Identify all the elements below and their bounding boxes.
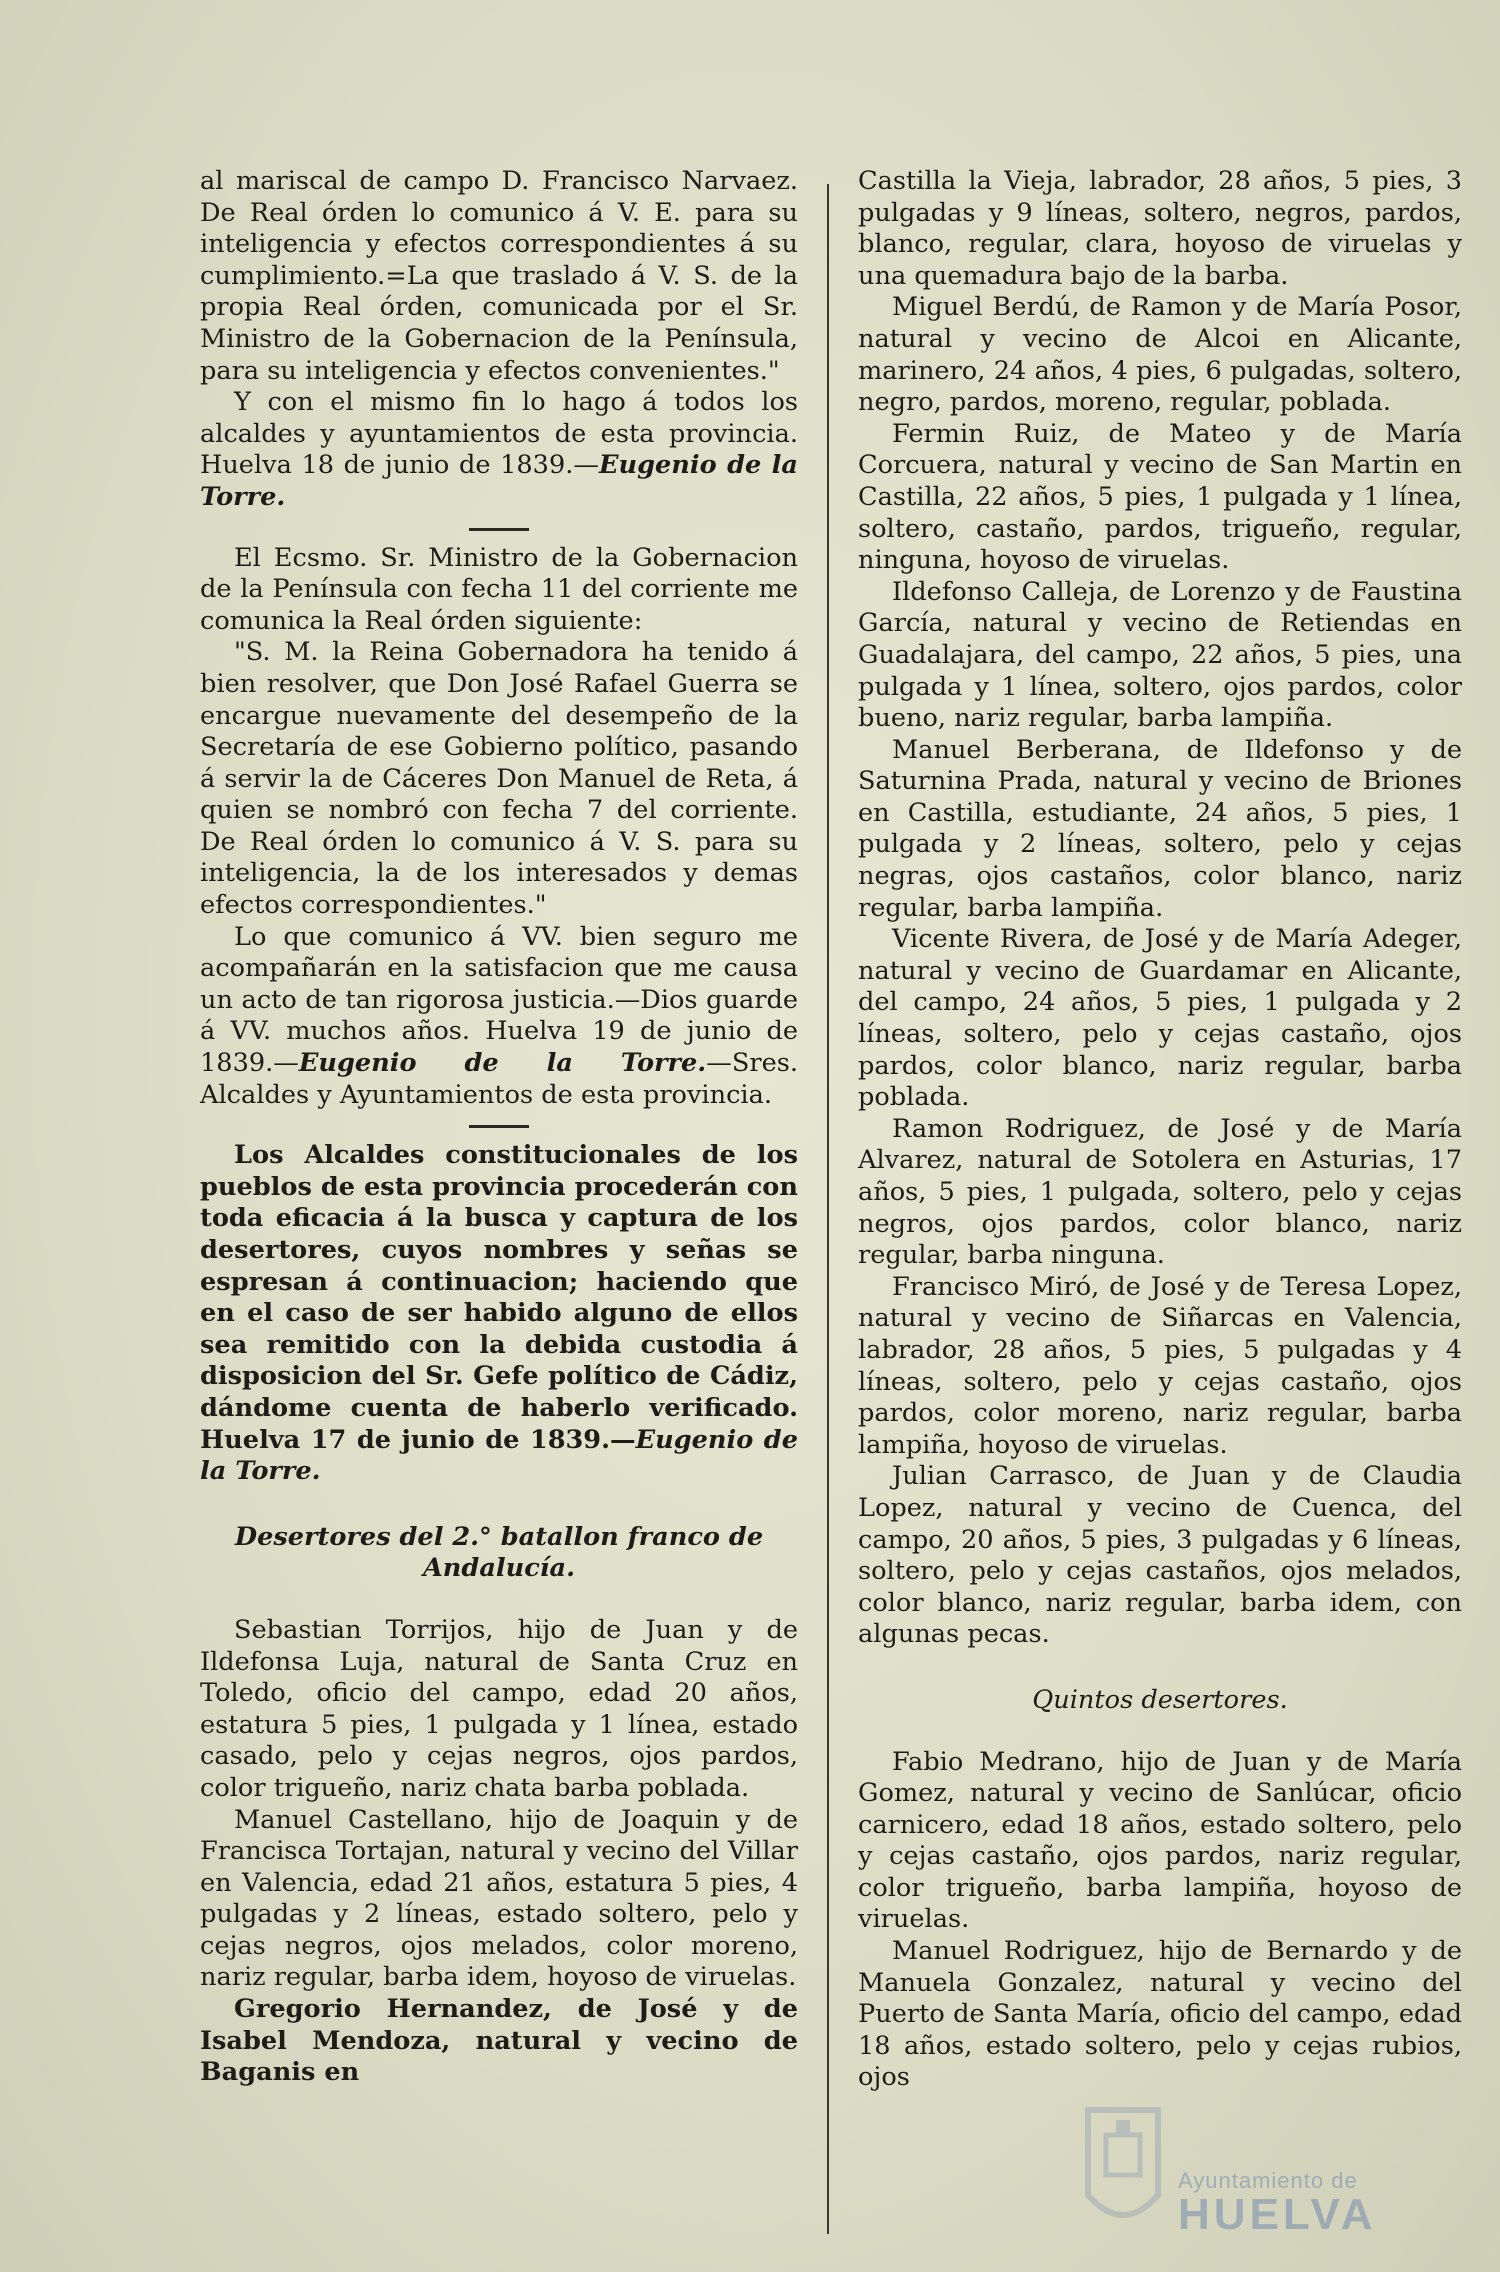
- paragraph-text: Y con el mismo fin lo hago á todos los alcaldes y ayuntamientos de esta provincia. Huelva 18 de junio de 1839.—: [200, 387, 798, 481]
- paragraph: [200, 922, 798, 1112]
- right-column: [858, 166, 1462, 2094]
- signature: Eugenio de la Torre.: [200, 450, 798, 512]
- section-heading: Desertores del 2.° batallon franco de Andalucía.: [234, 1521, 764, 1584]
- paragraph-text: Los Alcaldes constitucionales de los pueblos de esta provincia procederán con toda eficacia á la busca y captura de los desertores, cuyos nombres y señas se espresan á continuacion; haciendo que en el caso de ser habido alguno de ellos sea remitido con la debida custodia á disposicion del Sr. Gefe político de Cádiz, dándome cuenta de haberlo verificado. Huelva 17 de junio de 1839.—: [200, 1140, 798, 1455]
- entry: Castilla la Vieja, labrador, 28 años, 5 pies, 3 pulgadas y 9 líneas, soltero, negros, pardos, blanco, regular, clara, hoyoso de viruelas y una quemadura bajo de la barba.: [858, 166, 1462, 291]
- entry: Julian Carrasco, de Juan y de Claudia Lopez, natural y vecino de Cuenca, del campo, 20 años, 5 pies, 3 pulgadas y 6 líneas, soltero, pelo y cejas castaños, ojos melados, color blanco, nariz regular, barba idem, con algunas pecas.: [858, 1461, 1462, 1650]
- paragraph: al mariscal de campo D. Francisco Narvaez. De Real órden lo comunico á V. E. para su inteligencia y efectos correspondientes á su cumplimiento.=La que traslado á V. S. de la propia Real órden, comunicada por el Sr. Ministro de la Gobernacion de la Península, para su inteligencia y efectos convenientes.": [200, 166, 798, 386]
- signature: Eugenio de la Torre.: [298, 1048, 707, 1079]
- entry: Sebastian Torrijos, hijo de Juan y de Ildefonsa Luja, natural de Santa Cruz en Toledo, oficio del campo, edad 20 años, estatura 5 pies, 1 pulgada y 1 línea, estado casado, pelo y cejas negros, ojos pardos, color trigueño, nariz chata barba poblada.: [200, 1614, 798, 1803]
- city-seal-icon: [1078, 2100, 1168, 2240]
- entry: Fermin Ruiz, de Mateo y de María Corcuera, natural y vecino de San Martin en Castilla, 22 años, 5 pies, 1 pulgada y 1 línea, soltero, castaño, pardos, trigueño, regular, ninguna, hoyoso de viruelas.: [858, 418, 1462, 576]
- section-separator: [469, 1125, 529, 1128]
- paragraph-text: Lo que comunico á VV. bien seguro me acompañarán en la satisfacion que me causa un acto de tan rigorosa justicia.—Dios guarde á VV. muchos años. Huelva 19 de junio de 1839.—: [200, 921, 798, 1079]
- entry: Gregorio Hernandez, de José y de Isabel Mendoza, natural y vecino de Baganis en: [200, 1994, 798, 2088]
- entry: Manuel Castellano, hijo de Joaquin y de Francisca Tortajan, natural y vecino del Villar en Valencia, edad 21 años, estatura 5 pies, 4 pulgadas y 2 líneas, estado soltero, pelo y cejas negros, ojos melados, color moreno, nariz regular, barba idem, hoyoso de viruelas.: [200, 1804, 798, 1993]
- archive-watermark: [1178, 2168, 1376, 2240]
- entry: Manuel Rodriguez, hijo de Bernardo y de Manuela Gonzalez, natural y vecino del Puerto de Santa María, oficio del campo, edad 18 años, estado soltero, pelo y cejas rubios, ojos: [858, 1936, 1462, 2093]
- entry: Fabio Medrano, hijo de Juan y de María Gomez, natural y vecino de Sanlúcar, oficio carnicero, edad 18 años, estado soltero, pelo y cejas castaño, ojos pardos, nariz regular, color trigueño, barba lampiña, hoyoso de viruelas.: [858, 1746, 1462, 1935]
- signature: Eugenio de la Torre.: [200, 1424, 798, 1487]
- paragraph: "S. M. la Reina Gobernadora ha tenido á bien resolver, que Don José Rafael Guerra se encargue nuevamente del desempeño de la Secretaría de ese Gobierno político, pasando á servir la de Cáceres Don Manuel de Reta, á quien se nombró con fecha 7 del corriente. De Real órden lo comunico á V. S. para su inteligencia, la de los interesados y demas efectos correspondientes.": [200, 637, 798, 921]
- paragraph: [200, 387, 798, 513]
- left-column: [200, 166, 798, 2089]
- entry: Vicente Rivera, de José y de María Adeger, natural y vecino de Guardamar en Alicante, del campo, 24 años, 5 pies, 1 pulgada y 2 líneas, soltero, pelo y cejas castaño, ojos pardos, color blanco, nariz regular, barba poblada.: [858, 924, 1462, 1113]
- entry: Ildefonso Calleja, de Lorenzo y de Faustina García, natural y vecino de Retiendas en Guadalajara, del campo, 22 años, 5 pies, una pulgada y 1 línea, soltero, ojos pardos, color bueno, nariz regular, barba lampiña.: [858, 576, 1462, 734]
- section-heading: Quintos desertores.: [1032, 1684, 1288, 1715]
- entry: Manuel Berberana, de Ildefonso y de Saturnina Prada, natural y vecino de Briones en Castilla, estudiante, 24 años, 5 pies, 1 pulgada y 2 líneas, soltero, pelo y cejas negras, ojos castaños, color blanco, nariz regular, barba lampiña.: [858, 734, 1462, 923]
- entry: Francisco Miró, de José y de Teresa Lopez, natural y vecino de Siñarcas en Valencia, labrador, 28 años, 5 pies, 5 pulgadas y 4 líneas, soltero, pelo y cejas castaño, ojos pardos, color moreno, nariz regular, barba lampiña, hoyoso de viruelas.: [858, 1271, 1462, 1460]
- section-separator: [469, 528, 529, 531]
- watermark-line1: Ayuntamiento de: [1178, 2168, 1358, 2193]
- entry: Ramon Rodriguez, de José y de María Alvarez, natural de Sotolera en Asturias, 17 años, 5 pies, 1 pulgada, soltero, pelo y cejas negros, ojos pardos, color blanco, nariz regular, barba ninguna.: [858, 1113, 1462, 1271]
- column-divider: [827, 184, 829, 2234]
- paragraph: El Ecsmo. Sr. Ministro de la Gobernacion de la Península con fecha 11 del corriente me comunica la Real órden siguiente:: [200, 542, 798, 636]
- paragraph-tail: —Sres. Alcaldes y Ayuntamientos de esta provincia.: [200, 1048, 798, 1110]
- entry: Miguel Berdú, de Ramon y de María Posor, natural y vecino de Alcoi en Alicante, marinero, 24 años, 4 pies, 6 pulgadas, soltero, negro, pardos, moreno, regular, poblada.: [858, 292, 1462, 418]
- watermark-line2: HUELVA: [1178, 2190, 1377, 2239]
- paragraph: [200, 1140, 798, 1488]
